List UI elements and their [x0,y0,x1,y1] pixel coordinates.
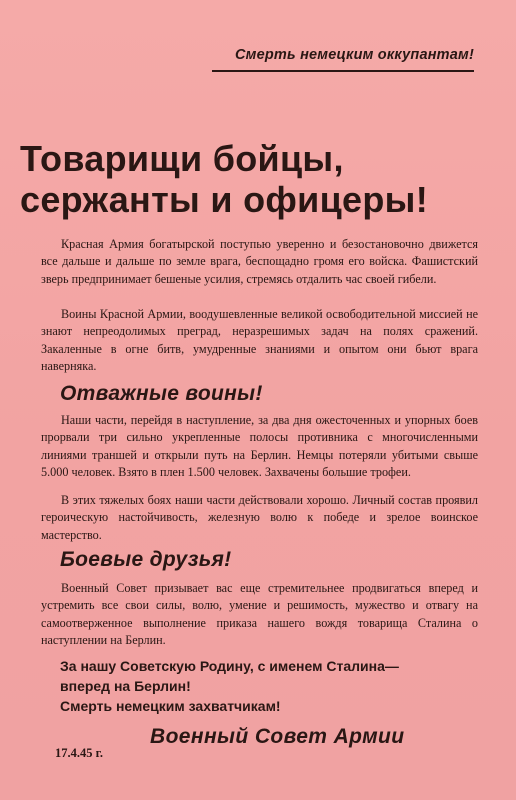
paragraph-1: Красная Армия богатырской поступью уверенно и безостановочно движется все дальше и дальше по земле врага, беспощадно громя его войска. Фашистский зверь предпринимает бешеные усилия, стремясь отдалить час своей гибели. [41,237,478,286]
issue-date: 17.4.45 г. [55,746,104,760]
closing-line-1: За нашу Советскую Родину, с именем Сталина— [60,658,399,674]
headline [20,138,500,220]
paragraph-5: Военный Совет призывает вас еще стремительнее продвигаться вперед и устремить все свои силы, волю, умение и решимость, мужество и отвагу на самоотверженное выполнение приказа нашего вождя товарища Сталина о наступлении на Берлин. [41,581,478,647]
closing-line-2: вперед на Берлин! [60,678,191,694]
top-slogan: Смерть немецким оккупантам! [212,44,474,72]
headline-line-2: сержанты и офицеры! [20,179,428,220]
signature: Военный Совет Армии [150,725,405,748]
paragraph-3: Наши части, перейдя в наступление, за два дня ожесточенных и упорных боев прорвали три сильно укрепленные полосы противника с многочисленными линиями траншей и открыли путь на Берлин. Немцы потеряли убитыми свыше 5.000 человек. Взято в плен 1.500 человек. Захвачены большие трофеи. [41,413,478,479]
closing-appeal [60,656,480,716]
subhead-combat-friends: Боевые друзья! [60,548,232,571]
headline-line-1: Товарищи бойцы, [20,138,344,179]
closing-line-3: Смерть немецким захватчикам! [60,698,281,714]
subhead-brave-warriors: Отважные воины! [60,382,263,405]
paragraph-4: В этих тяжелых боях наши части действовали хорошо. Личный состав проявил героическую настойчивость, железную волю к победе и зрелое воинское мастерство. [41,493,478,542]
paragraph-2: Воины Красной Армии, воодушевленные великой освободительной миссией не знают непреодолимых преград, неразрешимых задач на полях сражений. Закаленные в огне битв, умудренные знаниями и опытом они бьют врага наверняка. [41,307,478,373]
